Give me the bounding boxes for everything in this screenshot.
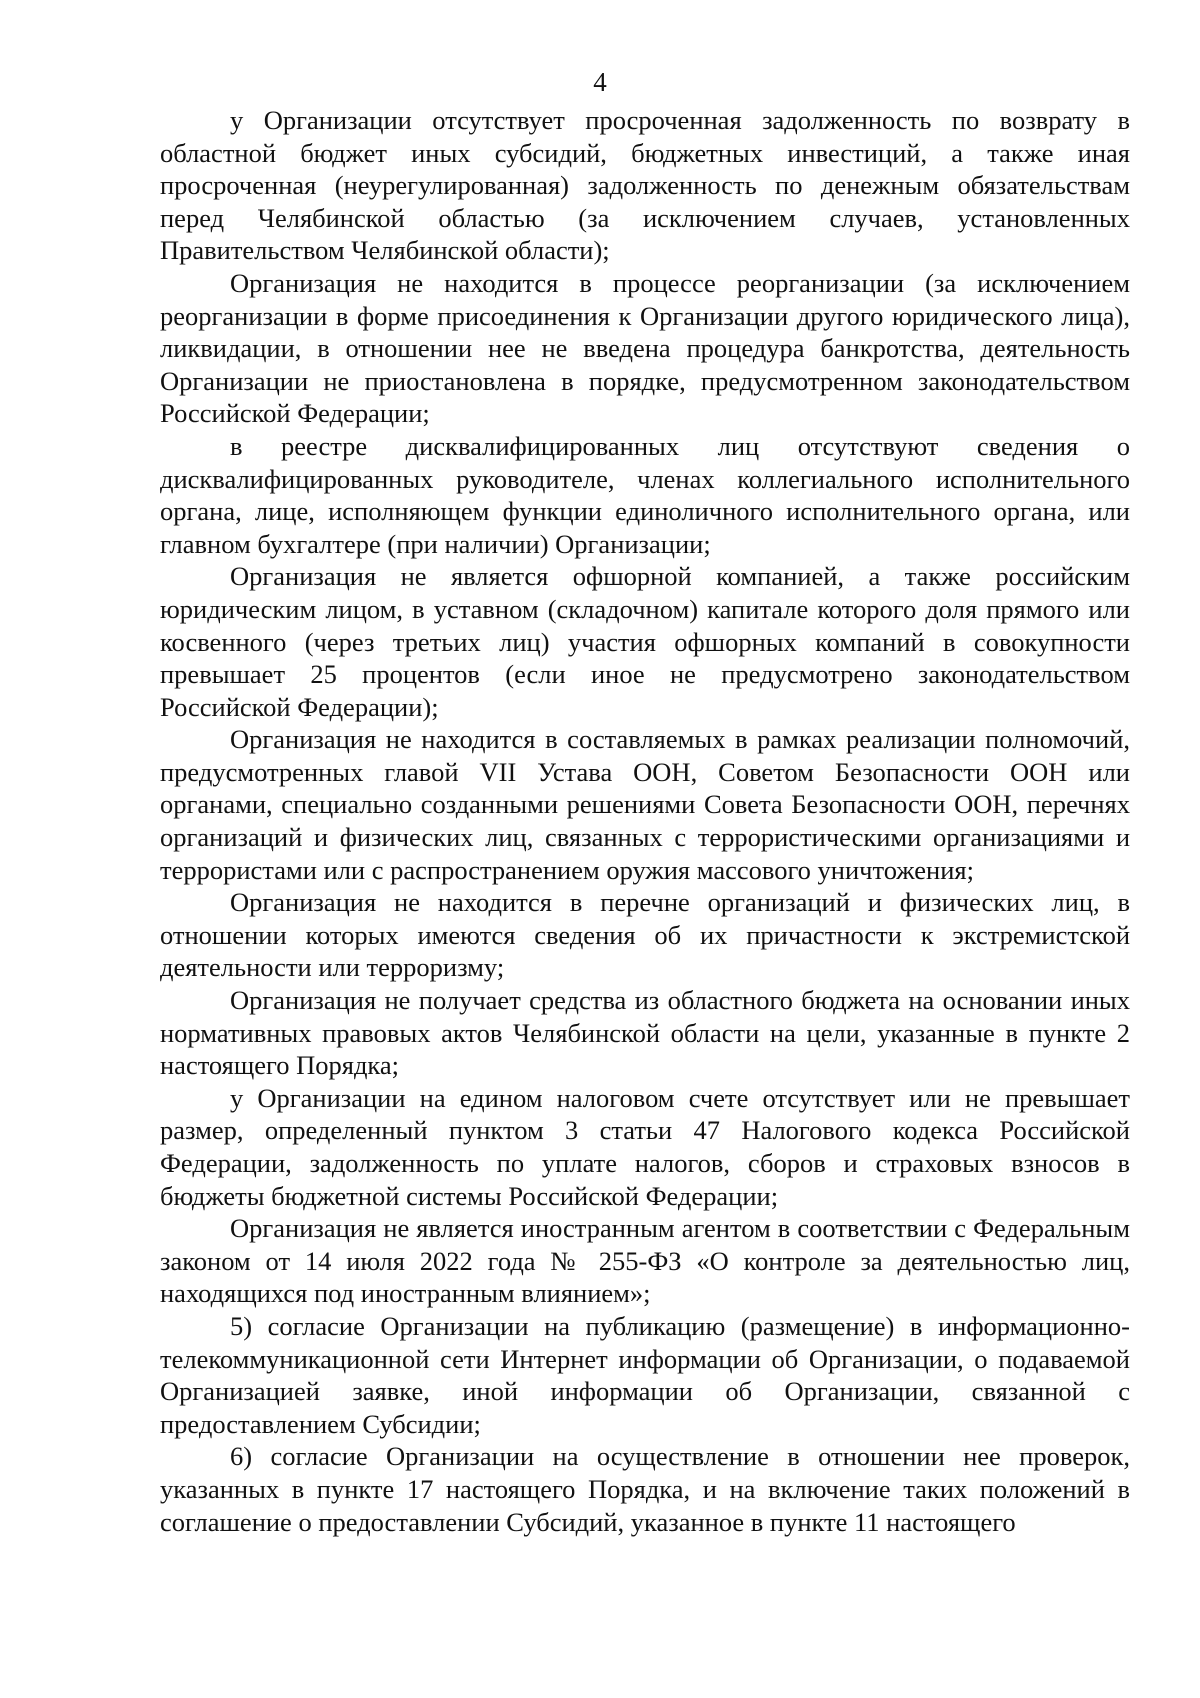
paragraph-un-sanctions-lists: Организация не находится в составляемых в рамках реализации полномочий, предусмотренных главой VII Устава ООН, Советом Безопасности ООН или органами, специально созданными решениями Совета Безопасности ООН, перечнях организаций и физических лиц, связанных с террористическими организациями и террористами или с распространением оружия массового уничтожения; bbox=[160, 724, 1130, 885]
paragraph-item-5-publication-consent: 5) согласие Организации на публикацию (размещение) в информационно-телекоммуникационной сети Интернет информации об Организации, о подаваемой Организацией заявке, иной информации об Организации, связанной с предоставлением Субсидии; bbox=[160, 1310, 1130, 1439]
paragraph-no-other-budget-funds: Организация не получает средства из областного бюджета на основании иных нормативных правовых актов Челябинской области на цели, указанные в пункте 2 настоящего Порядка; bbox=[160, 985, 1130, 1081]
paragraph-item-6-inspection-consent: 6) согласие Организации на осуществление в отношении нее проверок, указанных в пункте 17 настоящего Порядка, и на включение таких положений в соглашение о предоставлении Субсидий, указанное в пункте 11 настоящего bbox=[160, 1441, 1130, 1537]
paragraph-extremism-list: Организация не находится в перечне организаций и физических лиц, в отношении которых имеются сведения об их причастности к экстремистской деятельности или терроризму; bbox=[160, 887, 1130, 983]
paragraph-no-reorganization: Организация не находится в процессе реорганизации (за исключением реорганизации в форме присоединения к Организации другого юридического лица), ликвидации, в отношении нее не введена процедура банкротства, деятельность Организации не приостановлена в порядке, предусмотренном законодательством Российской Федерации; bbox=[160, 267, 1130, 429]
paragraph-foreign-agent: Организация не является иностранным агентом в соответствии с Федеральным законом от 14 июля 2022 года № 255-ФЗ «О контроле за деятельностью лиц, находящихся под иностранным влиянием»; bbox=[160, 1213, 1130, 1309]
document-body bbox=[160, 104, 1130, 1538]
paragraph-offshore-company: Организация не является офшорной компанией, а также российским юридическим лицом, в уставном (складочном) капитале которого доля прямого или косвенного (через третьих лиц) участия офшорных компаний в совокупности превышает 25 процентов (если иное не предусмотрено законодательством Российской Федерации); bbox=[160, 561, 1130, 722]
paragraph-disqualified-persons: в реестре дисквалифицированных лиц отсутствуют сведения о дисквалифицированных руководителе, членах коллегиального исполнительного органа, лице, исполняющем функции единоличного исполнительного органа, или главном бухгалтере (при наличии) Организации; bbox=[160, 430, 1130, 559]
page-number: 4 bbox=[593, 67, 607, 97]
paragraph-no-overdue-debt: у Организации отсутствует просроченная задолженность по возврату в областной бюджет иных субсидий, бюджетных инвестиций, а также иная просроченная (неурегулированная) задолженность по денежным обязательствам перед Челябинской областью (за исключением случаев, установленных Правительством Челябинской области); bbox=[160, 105, 1130, 266]
paragraph-tax-account-debt: у Организации на едином налоговом счете отсутствует или не превышает размер, определенный пунктом 3 статьи 47 Налогового кодекса Российской Федерации, задолженность по уплате налогов, сборов и страховых взносов в бюджеты бюджетной системы Российской Федерации; bbox=[160, 1082, 1130, 1211]
